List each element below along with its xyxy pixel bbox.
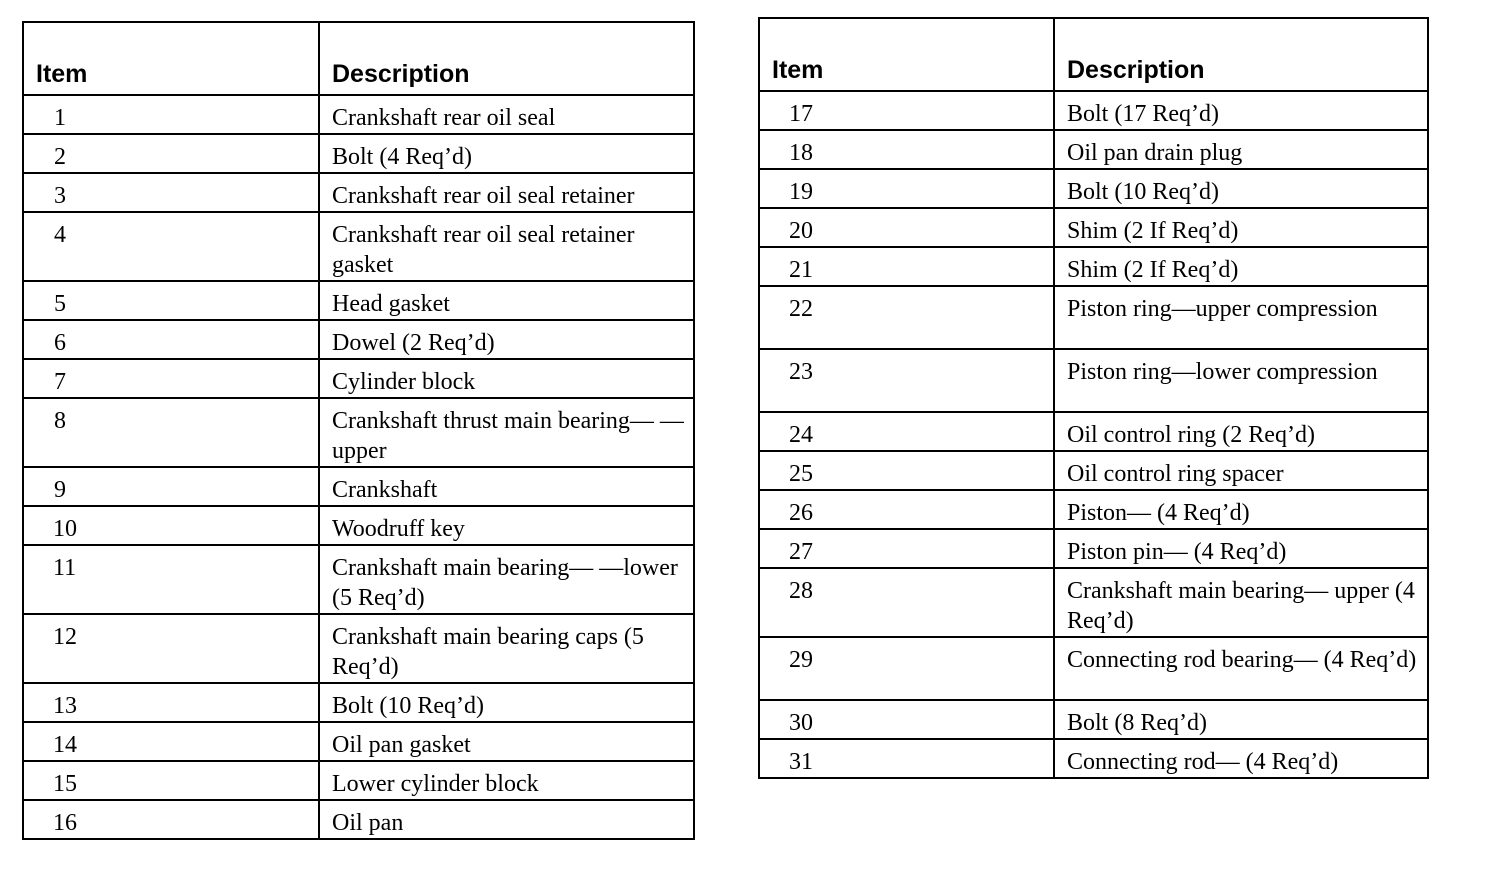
item-description: Connecting rod— (4 Req’d) xyxy=(1054,739,1428,778)
table-row xyxy=(759,130,1428,169)
parts-table-left xyxy=(22,21,695,840)
item-description: Shim (2 If Req’d) xyxy=(1054,208,1428,247)
item-description: Oil control ring (2 Req’d) xyxy=(1054,412,1428,451)
item-number: 25 xyxy=(759,451,1054,490)
item-number: 22 xyxy=(759,286,1054,349)
item-description: Crankshaft main bearing caps (5 Req’d) xyxy=(319,614,694,683)
item-number: 3 xyxy=(23,173,319,212)
item-number: 5 xyxy=(23,281,319,320)
item-number: 4 xyxy=(23,212,319,281)
table-row xyxy=(23,506,694,545)
table-row xyxy=(23,545,694,614)
table-row xyxy=(759,529,1428,568)
item-number: 20 xyxy=(759,208,1054,247)
table-row xyxy=(23,761,694,800)
item-description: Piston ring—upper compression xyxy=(1054,286,1428,349)
table-header-row xyxy=(759,18,1428,91)
table-row xyxy=(759,700,1428,739)
table-row xyxy=(759,286,1428,349)
item-description: Cylinder block xyxy=(319,359,694,398)
table-row xyxy=(23,320,694,359)
item-description: Oil pan drain plug xyxy=(1054,130,1428,169)
table-row xyxy=(23,212,694,281)
item-description: Crankshaft main bearing— upper (4 Req’d) xyxy=(1054,568,1428,637)
table-row xyxy=(23,398,694,467)
item-number: 8 xyxy=(23,398,319,467)
table-row xyxy=(759,451,1428,490)
item-description: Oil pan xyxy=(319,800,694,839)
item-number: 12 xyxy=(23,614,319,683)
table-header-row xyxy=(23,22,694,95)
item-number: 29 xyxy=(759,637,1054,700)
table-row xyxy=(23,281,694,320)
item-description: Woodruff key xyxy=(319,506,694,545)
item-description: Lower cylinder block xyxy=(319,761,694,800)
table-row xyxy=(23,134,694,173)
item-description: Head gasket xyxy=(319,281,694,320)
item-number: 10 xyxy=(23,506,319,545)
item-description: Oil control ring spacer xyxy=(1054,451,1428,490)
item-number: 30 xyxy=(759,700,1054,739)
item-description: Piston pin— (4 Req’d) xyxy=(1054,529,1428,568)
item-description: Shim (2 If Req’d) xyxy=(1054,247,1428,286)
item-description: Crankshaft main bearing— —lower (5 Req’d) xyxy=(319,545,694,614)
item-number: 31 xyxy=(759,739,1054,778)
table-row xyxy=(759,637,1428,700)
item-number: 6 xyxy=(23,320,319,359)
item-number: 7 xyxy=(23,359,319,398)
item-number: 23 xyxy=(759,349,1054,412)
item-description: Bolt (10 Req’d) xyxy=(319,683,694,722)
item-number: 28 xyxy=(759,568,1054,637)
item-description: Crankshaft thrust main bearing— —upper xyxy=(319,398,694,467)
item-number: 14 xyxy=(23,722,319,761)
table-row xyxy=(23,173,694,212)
item-description: Crankshaft rear oil seal retainer xyxy=(319,173,694,212)
table-row xyxy=(759,568,1428,637)
item-description: Piston— (4 Req’d) xyxy=(1054,490,1428,529)
table-row xyxy=(23,683,694,722)
item-number: 19 xyxy=(759,169,1054,208)
parts-table-right xyxy=(758,17,1429,779)
item-number: 24 xyxy=(759,412,1054,451)
item-description: Crankshaft rear oil seal xyxy=(319,95,694,134)
item-description: Dowel (2 Req’d) xyxy=(319,320,694,359)
table-row xyxy=(23,467,694,506)
item-description: Piston ring—lower compression xyxy=(1054,349,1428,412)
table-row xyxy=(759,169,1428,208)
item-description: Oil pan gasket xyxy=(319,722,694,761)
table-row xyxy=(23,359,694,398)
item-number: 27 xyxy=(759,529,1054,568)
table-row xyxy=(759,490,1428,529)
item-column-header: Item xyxy=(23,22,319,95)
item-number: 26 xyxy=(759,490,1054,529)
table-row xyxy=(759,739,1428,778)
table-row xyxy=(23,614,694,683)
item-number: 16 xyxy=(23,800,319,839)
description-column-header: Description xyxy=(1054,18,1428,91)
item-description: Crankshaft xyxy=(319,467,694,506)
table-row xyxy=(23,800,694,839)
item-description: Crankshaft rear oil seal retainer gasket xyxy=(319,212,694,281)
table-row xyxy=(759,91,1428,130)
item-description: Bolt (4 Req’d) xyxy=(319,134,694,173)
item-number: 17 xyxy=(759,91,1054,130)
item-number: 11 xyxy=(23,545,319,614)
description-column-header: Description xyxy=(319,22,694,95)
item-description: Bolt (8 Req’d) xyxy=(1054,700,1428,739)
item-number: 2 xyxy=(23,134,319,173)
item-description: Bolt (17 Req’d) xyxy=(1054,91,1428,130)
table-row xyxy=(759,208,1428,247)
table-row xyxy=(759,247,1428,286)
item-number: 21 xyxy=(759,247,1054,286)
item-number: 18 xyxy=(759,130,1054,169)
table-row xyxy=(23,95,694,134)
table-row xyxy=(23,722,694,761)
table-row xyxy=(759,412,1428,451)
item-description: Bolt (10 Req’d) xyxy=(1054,169,1428,208)
item-number: 9 xyxy=(23,467,319,506)
item-number: 1 xyxy=(23,95,319,134)
table-row xyxy=(759,349,1428,412)
item-column-header: Item xyxy=(759,18,1054,91)
item-number: 13 xyxy=(23,683,319,722)
item-number: 15 xyxy=(23,761,319,800)
item-description: Connecting rod bearing— (4 Req’d) xyxy=(1054,637,1428,700)
